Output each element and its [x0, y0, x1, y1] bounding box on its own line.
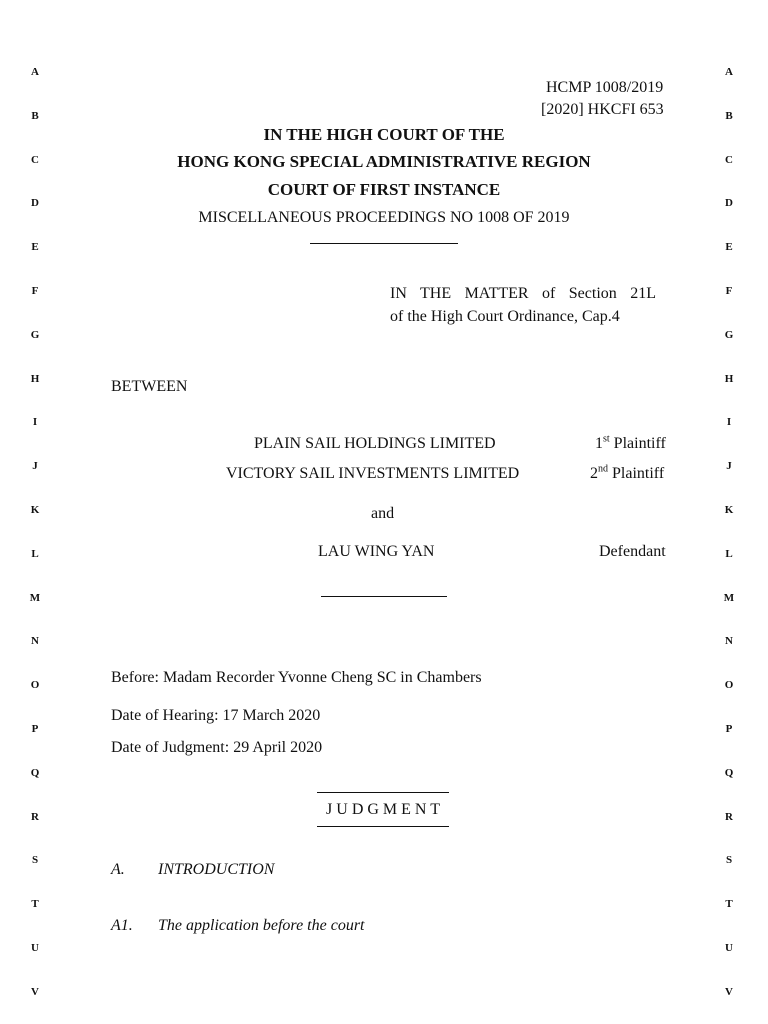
margin-letter-right: J	[726, 460, 732, 473]
margin-letter-left: K	[30, 504, 40, 516]
section-a1-title: The application before the court	[158, 917, 365, 934]
margin-letter-left: C	[31, 153, 39, 166]
margin-letter-left: O	[30, 679, 40, 692]
margin-letter-right: N	[725, 635, 733, 648]
between-label: BETWEEN	[111, 378, 188, 395]
plaintiff2-role: 2nd Plaintiff	[590, 463, 665, 482]
defendant-role: Defendant	[599, 543, 666, 560]
judgment-date: Date of Judgment: 29 April 2020	[111, 739, 323, 756]
matter-line1: IN THE MATTER of Section 21L	[390, 285, 656, 302]
judgment-rule-top	[317, 792, 449, 793]
before-line: Before: Madam Recorder Yvonne Cheng SC in Chambers	[111, 669, 482, 686]
margin-letter-left: L	[31, 547, 39, 560]
margin-letter-left: N	[31, 635, 39, 648]
margin-letter-left: A	[31, 66, 39, 78]
margin-letter-right: B	[725, 109, 733, 122]
margin-letter-left: J	[32, 460, 38, 473]
margin-letter-left: S	[31, 854, 39, 867]
defendant-name: LAU WING YAN	[318, 543, 435, 560]
margin-letter-left: H	[30, 372, 40, 385]
margin-letter-left: P	[31, 723, 39, 735]
margin-letter-right: G	[724, 328, 734, 341]
margin-letter-left: T	[31, 898, 39, 911]
margin-letter-right: A	[725, 66, 733, 78]
margin-letter-right: T	[725, 898, 733, 911]
margin-letter-right: F	[725, 285, 733, 297]
margin-letter-left: F	[31, 285, 39, 297]
margin-letter-right: C	[725, 153, 733, 166]
court-title-line2: HONG KONG SPECIAL ADMINISTRATIVE REGION	[177, 152, 591, 171]
proceedings-title: MISCELLANEOUS PROCEEDINGS NO 1008 OF 2019	[198, 209, 570, 226]
plaintiff2-name: VICTORY SAIL INVESTMENTS LIMITED	[226, 465, 520, 482]
margin-letter-left: G	[30, 328, 40, 341]
margin-letter-right: V	[725, 985, 733, 998]
and-label: and	[371, 505, 395, 522]
margin-letter-left: Q	[30, 766, 40, 779]
margin-letter-right: E	[725, 241, 733, 254]
margin-letter-right: M	[723, 591, 735, 604]
court-title-line3: COURT OF FIRST INSTANCE	[267, 180, 501, 199]
plaintiff1-name: PLAIN SAIL HOLDINGS LIMITED	[254, 435, 496, 452]
judgment-rule-bottom	[317, 826, 449, 827]
margin-letter-right: L	[725, 547, 733, 560]
margin-letter-left: E	[31, 241, 39, 254]
case-citation: [2020] HKCFI 653	[541, 101, 664, 118]
matter-line2: of the High Court Ordinance, Cap.4	[390, 308, 620, 325]
margin-letter-right: K	[724, 504, 734, 516]
court-title-line1: IN THE HIGH COURT OF THE	[263, 125, 505, 144]
margin-letter-left: V	[31, 985, 39, 998]
margin-letter-right: P	[725, 723, 733, 735]
section-a-number: A.	[111, 861, 125, 878]
margin-letter-right: D	[725, 197, 733, 210]
margin-letter-left: U	[31, 942, 39, 954]
case-number: HCMP 1008/2019	[546, 79, 664, 96]
margin-letter-right: H	[724, 372, 734, 385]
margin-letter-left: M	[29, 591, 41, 604]
parties-divider	[321, 596, 447, 597]
margin-letter-right: R	[725, 810, 733, 823]
margin-letter-right: U	[725, 942, 733, 954]
margin-letter-left: D	[31, 197, 39, 210]
margin-letter-right: I	[726, 416, 732, 429]
margin-letter-right: O	[724, 679, 734, 692]
margin-letter-right: Q	[724, 766, 734, 779]
section-a1-number: A1.	[111, 917, 133, 934]
section-a-title: INTRODUCTION	[158, 861, 275, 878]
plaintiff1-role: 1st Plaintiff	[595, 433, 666, 452]
margin-letter-left: R	[31, 810, 39, 823]
heading-divider	[310, 243, 458, 244]
hearing-date: Date of Hearing: 17 March 2020	[111, 707, 321, 724]
margin-letter-left: I	[32, 416, 38, 429]
margin-letter-left: B	[31, 109, 39, 122]
judgment-title: J U D G M E N T	[326, 801, 440, 818]
margin-letter-right: S	[725, 854, 733, 867]
